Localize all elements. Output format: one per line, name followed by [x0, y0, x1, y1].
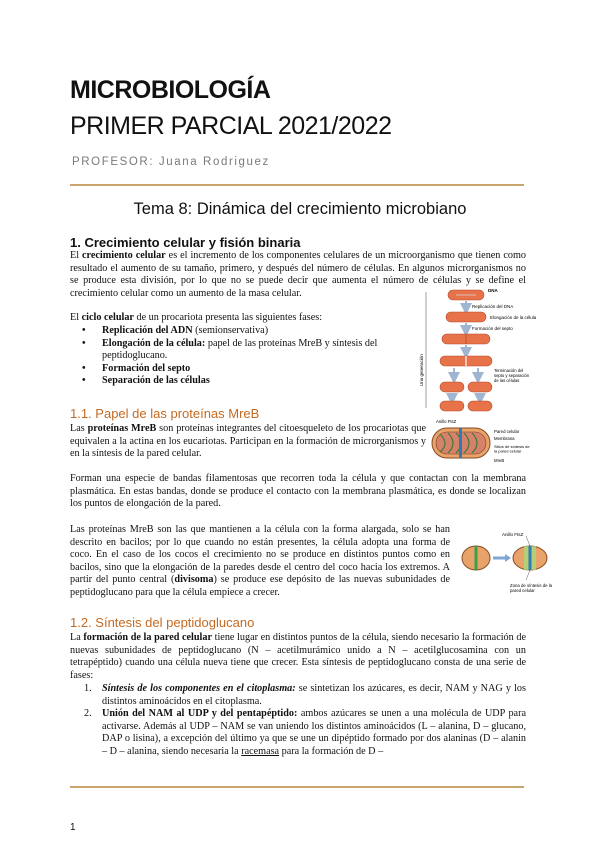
professor-line: PROFESOR: Juana Rodriguez — [72, 156, 270, 168]
list-item: • Replicación del ADN (semionservativa) — [102, 325, 415, 338]
peptidoglycan-steps-list — [70, 683, 526, 759]
ftsz-ring — [459, 428, 462, 458]
synthesis-zone-label: Zona de síntesis de la pared celular — [510, 583, 553, 593]
daughter-cell — [468, 401, 492, 411]
section-1-heading: 1. Crecimiento celular y fisión binaria — [70, 235, 301, 250]
list-item: • Formación del septo — [102, 363, 415, 376]
section-1-2-paragraph-1: La formación de la pared celular tiene lugar en distintos puntos de la célula, siendo necesario la formación de nuevas subunidades de peptidoglucano (N – acetilmurámico unido a N – acetilglucosamina con un tetrapéptido) cuando una célula nueva tiene que crecer. Esta síntesis de peptidoglucano consta de una serie de fases: — [70, 632, 526, 681]
dna-label: DNA — [488, 288, 498, 293]
binary-fission-figure — [418, 286, 537, 414]
sites-label: Sitios de síntesis de la pared celular — [494, 444, 530, 454]
page-number: 1 — [70, 822, 76, 833]
list-item: • Elongación de la célula: papel de las proteínas MreB y síntesis del peptidoglucano. — [102, 338, 415, 363]
generation-label: Una generación — [419, 354, 424, 386]
document-title: MICROBIOLOGÍA — [70, 76, 271, 104]
daughter-cell — [440, 382, 464, 392]
mreb-label: MreB — [494, 458, 505, 463]
termination-label: Terminación del septo y separación de las células — [494, 368, 530, 383]
list-item: 2. Unión del NAM al UDP y del pentapéptido: ambos azúcares se unen a una molécula de UDP para activarse. Además al UDP – NAM se van uniendo los distintos aminoácidos (L – alanina, D – glucano, DAP o lisina), a excepción del último ya que se une un dipéptido formado por dos alaninas (D – alanin – D – alanina, siendo necesaria la racemasa para la formación de D – — [84, 708, 526, 757]
elongation-label: Elongación de la célula — [490, 315, 537, 320]
section-1-paragraph-2: El ciclo celular de un procariota presenta las siguientes fases: — [70, 312, 323, 323]
daughter-cell — [468, 382, 492, 392]
replication-label: Replicación del DNA — [472, 304, 514, 309]
footer-rule — [70, 786, 524, 788]
membrane-label: Membrana — [494, 436, 515, 441]
coccus-figure — [458, 530, 553, 606]
section-1-paragraph-1: El crecimiento celular es el incremento de los componentes celulares de un microorganismo que tienen como resultado el aumento de su tamaño, primero, y después del número de células. En algunos microrganismos no se produce esta división, por lo que no se puede decir que aumenta el número de células y se define el crecimiento celular como un aumento de la masa celular. — [70, 250, 527, 299]
daughter-cell — [440, 401, 464, 411]
list-item: 1. Síntesis de los componentes en el citoplasma: se sintetizan los azúcares, es decir, NAM y NAG y los distintos aminoácidos en el citoplasma. — [84, 683, 526, 707]
section-1-1-paragraph-2: Forman una especie de bandas filamentosas que recorren toda la célula y que contactan con la membrana plasmática. En estas bandas, donde se produce el contacto con la membrana plasmática, es donde se localizan los puntos de elongación de la pared. — [70, 473, 526, 510]
list-item: • Separación de las células — [102, 375, 415, 388]
section-1-1-paragraph-1: Las proteínas MreB son proteínas integrantes del citoesqueleto de los procariotas que equivalen a la actina en los eucariotas. Participan en la formación de microrganismos y en la síntesis de la pared celular. — [70, 423, 427, 460]
wall-label: Pared celular — [494, 429, 520, 434]
document-subtitle: PRIMER PARCIAL 2021/2022 — [70, 112, 392, 140]
header-rule — [70, 184, 524, 186]
mreb-figure — [428, 418, 532, 470]
chapter-title: Tema 8: Dinámica del crecimiento microbiano — [133, 200, 467, 218]
ftsz-ring-label-2: Anillo FtsZ — [502, 532, 524, 537]
septum-label: Formación del septo — [472, 326, 513, 331]
division-zone — [475, 546, 478, 570]
section-1-1-paragraph-3: Las proteínas MreB son las que mantienen a la célula con la forma alargada, solo se han descrito en bacilos; por lo que cuando no están presentes, la célula adopta una forma de coco. En el caso de los cocos el crecimiento no se produce en distintos puntos como en bacilos, sino que la elongación de la paredes desde el centro del coco hacia los extremos. A partir del punto central (divisoma) se produce ese depósito de las nuevas subunidades de peptidoglucano para que la célula empiece a crecer. — [70, 524, 450, 598]
cell-stage-2 — [446, 312, 486, 322]
cell-cycle-phases-list — [70, 325, 415, 388]
section-1-2-heading: 1.2. Síntesis del peptidoglucano — [70, 615, 255, 630]
section-1-1-heading: 1.1. Papel de las proteínas MreB — [70, 406, 260, 421]
ftsz-ring-label: Anillo FtsZ — [436, 419, 457, 424]
